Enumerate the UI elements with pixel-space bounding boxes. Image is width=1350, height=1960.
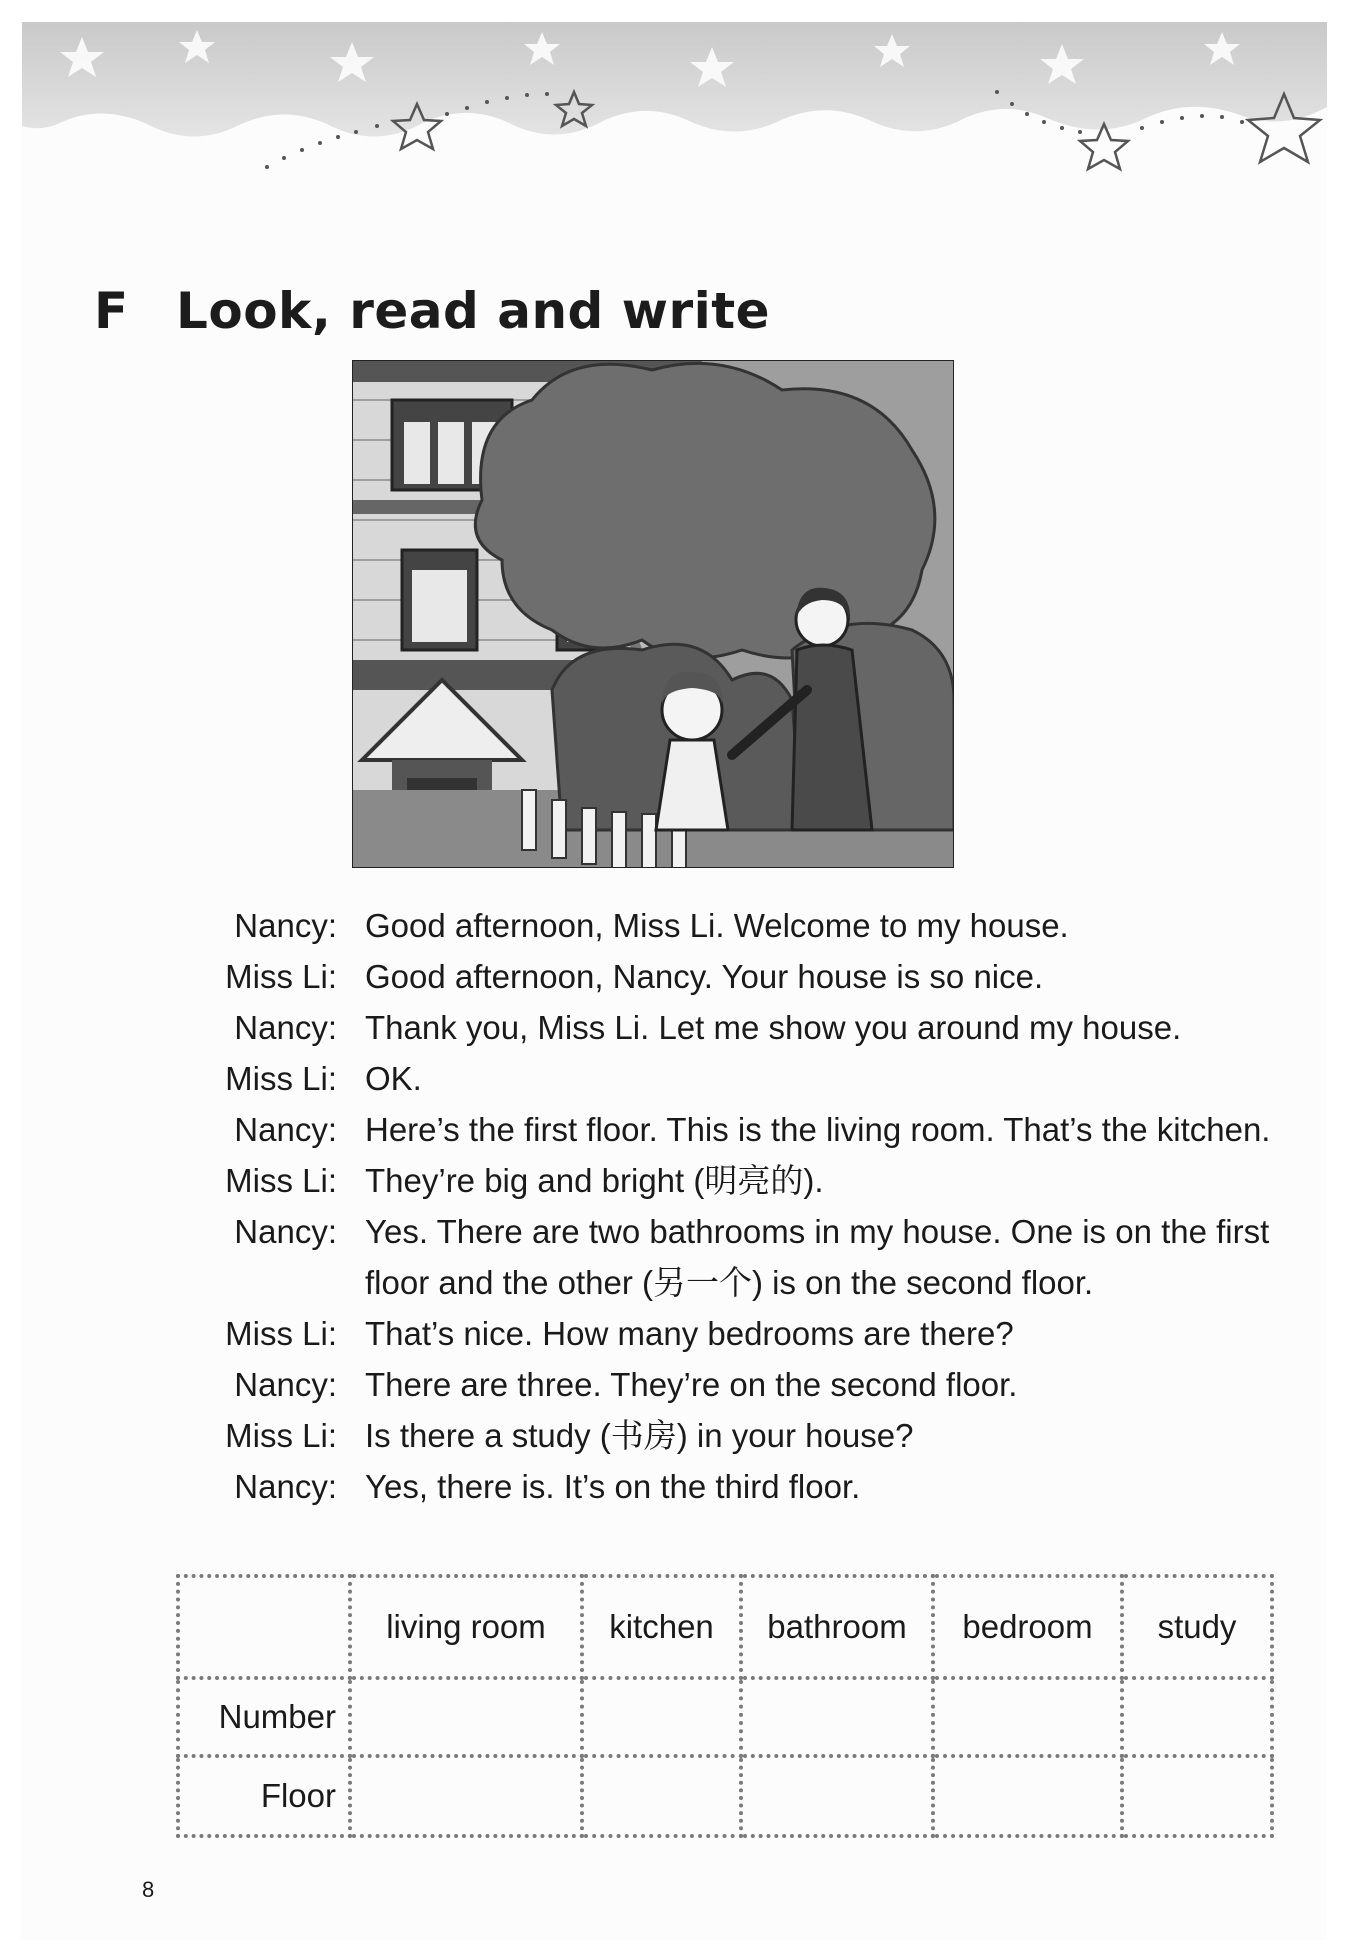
speaker-label: Nancy:: [234, 1111, 337, 1148]
dialogue-line: [147, 951, 1327, 1002]
section-heading: [94, 282, 770, 340]
table-row: [178, 1678, 1272, 1756]
answer-cell[interactable]: [350, 1756, 582, 1836]
dialogue-line: [147, 1410, 1327, 1461]
answer-cell[interactable]: [582, 1756, 741, 1836]
table-row: [178, 1756, 1272, 1836]
speaker-label: Nancy:: [234, 907, 337, 944]
speaker-label: Miss Li:: [225, 958, 337, 995]
workbook-page: [22, 22, 1327, 1940]
line-text: Yes. There are two bathrooms in my house. One is on the first floor and the other (另一个) is on the second floor.: [365, 1213, 1270, 1301]
speaker-label: Miss Li:: [225, 1315, 337, 1352]
answer-cell[interactable]: [1122, 1678, 1272, 1756]
speaker-label: Miss Li:: [225, 1060, 337, 1097]
answer-cell[interactable]: [1122, 1756, 1272, 1836]
line-text: Here’s the first floor. This is the living room. That’s the kitchen.: [365, 1111, 1271, 1148]
speaker-label: Nancy:: [234, 1366, 337, 1403]
speaker-label: Nancy:: [234, 1213, 337, 1250]
answer-cell[interactable]: [582, 1678, 741, 1756]
dialogue-line: [147, 1104, 1327, 1155]
house-illustration: [352, 360, 954, 868]
speaker-label: Nancy:: [234, 1009, 337, 1046]
section-title-text: Look, read and write: [176, 282, 771, 340]
answer-cell[interactable]: [933, 1756, 1122, 1836]
column-header: bedroom: [933, 1576, 1122, 1678]
answer-cell[interactable]: [741, 1678, 933, 1756]
section-letter: F: [94, 282, 129, 340]
line-text: Good afternoon, Miss Li. Welcome to my house.: [365, 907, 1069, 944]
row-label: Floor: [178, 1756, 350, 1836]
dialogue-line: [147, 1461, 1327, 1512]
speaker-label: Nancy:: [234, 1468, 337, 1505]
page-number: 8: [142, 1877, 155, 1902]
answer-cell[interactable]: [933, 1678, 1122, 1756]
line-text: That’s nice. How many bedrooms are there?: [365, 1315, 1014, 1352]
dialogue-line: [147, 1155, 1327, 1206]
column-header: study: [1122, 1576, 1272, 1678]
line-text: Yes, there is. It’s on the third floor.: [365, 1468, 861, 1505]
star-banner: [22, 22, 1327, 202]
column-header: kitchen: [582, 1576, 741, 1678]
dialogue-line: [147, 1359, 1327, 1410]
corner-cell: [178, 1576, 350, 1678]
line-text: They’re big and bright (明亮的).: [365, 1162, 824, 1199]
dialogue-line: [147, 1002, 1327, 1053]
answer-cell[interactable]: [350, 1678, 582, 1756]
line-text: There are three. They’re on the second floor.: [365, 1366, 1018, 1403]
column-header: living room: [350, 1576, 582, 1678]
line-text: OK.: [365, 1060, 422, 1097]
answer-cell[interactable]: [741, 1756, 933, 1836]
speaker-label: Miss Li:: [225, 1162, 337, 1199]
line-text: Good afternoon, Nancy. Your house is so nice.: [365, 958, 1044, 995]
dialogue-line: [147, 1308, 1327, 1359]
speaker-label: Miss Li:: [225, 1417, 337, 1454]
line-text: Thank you, Miss Li. Let me show you around my house.: [365, 1009, 1182, 1046]
dialogue: [147, 900, 1327, 1512]
dialogue-line: [147, 1206, 1327, 1308]
row-label: Number: [178, 1678, 350, 1756]
line-text: Is there a study (书房) in your house?: [365, 1417, 914, 1454]
dialogue-line: [147, 900, 1327, 951]
table-header-row: [178, 1576, 1272, 1678]
dialogue-line: [147, 1053, 1327, 1104]
answer-table: [176, 1574, 1274, 1838]
column-header: bathroom: [741, 1576, 933, 1678]
